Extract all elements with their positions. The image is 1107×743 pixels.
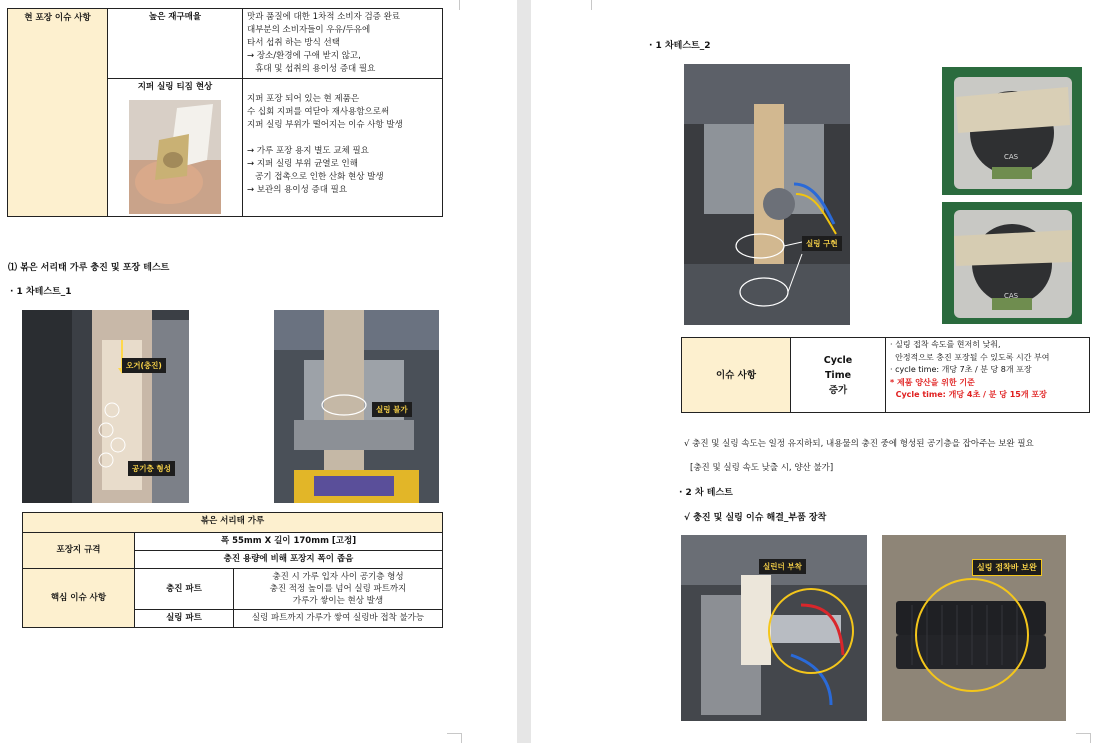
cycle-time-detail: · 실링 접착 속도를 현저히 낮춰, 안정적으로 충진 포장될 수 있도록 시간 부여 · cycle time: 개당 7초 / 분 당 8개 포장 * 제품 양산을 위한 기준 Cycle time: 개당 4초 / 분 당 15개 포장 [886, 338, 1090, 413]
current-issue-table [7, 8, 443, 217]
zipper-issue-cell: 지퍼 실링 티짐 현상 [108, 79, 243, 217]
repurchase-detail: 맛과 품질에 대한 1차적 소비자 검증 완료 대부분의 소비자들이 우유/두유에 타서 섭취 하는 방식 선택 → 장소/환경에 구애 받지 않고, 휴대 및 섭취의 용이성 증대 필요 [243, 9, 443, 79]
cycle-time-label: Cycle Time 증가 [791, 338, 886, 413]
core-issue-label: 핵심 이슈 사항 [23, 569, 135, 628]
sealing-bar-photo [882, 535, 1066, 721]
zipper-issue-detail: 지퍼 포장 되어 있는 현 제품은 수 십회 지퍼를 여닫아 재사용함으로써 지퍼 실링 부위가 떨어지는 이슈 사항 발생 → 가루 포장 용지 별도 교체 필요 → 지퍼 실링 부위 균열로 인해 공기 접촉으로 인한 산화 현상 발생 → 보관의 용이성 증대 필요 [243, 79, 443, 217]
test1-heading: · 1 차테스트_1 [10, 287, 72, 297]
test2-heading: · 1 차테스트_2 [649, 41, 711, 51]
seal-part-detail: 실링 파트까지 가루가 쌓여 실링바 접착 불가능 [234, 610, 443, 628]
fill-part-label: 충진 파트 [135, 569, 234, 610]
scale-weighing-photo-top [942, 67, 1082, 195]
fill-part-detail: 충진 시 가루 입자 사이 공기층 형성 충진 적정 높이를 넘어 실링 파트까지 가루가 쌓이는 현상 발생 [234, 569, 443, 610]
photo-tag: 공기층 형성 [128, 461, 175, 476]
test3-heading: · 2 차 테스트 [679, 488, 733, 498]
powder-spec-table [22, 512, 443, 628]
powder-title: 볶은 서리태 가루 [23, 513, 443, 533]
photo-tag: 실링 구현 [802, 236, 842, 251]
photo-tag: 실링 접착바 보완 [972, 559, 1042, 576]
sealing-machine-photo [684, 64, 850, 325]
cylinder-install-photo [681, 535, 867, 721]
auger-filling-photo [22, 310, 189, 503]
spec-label: 포장지 규격 [23, 533, 135, 569]
photo-tag: 실린더 부착 [759, 559, 806, 574]
sealing-failure-photo [274, 310, 439, 503]
spec-size: 폭 55mm X 길이 170mm [고정] [135, 533, 443, 551]
scale-brand: CAS [1004, 153, 1019, 161]
note-part-install: √ 충진 및 실링 이슈 해결_부품 장착 [684, 513, 827, 523]
scale-weighing-photo-bottom [942, 202, 1082, 324]
issue-label-cell: 현 포장 이슈 사항 [8, 9, 108, 217]
cycle-time-table [681, 337, 1090, 413]
seal-part-label: 실링 파트 [135, 610, 234, 628]
note-maintain-speed: √ 충진 및 실링 속도는 일정 유지하되, 내용물의 충진 중에 형성된 공기층을 잡아주는 보완 필요 [684, 439, 1034, 449]
repurchase-title: 높은 재구매율 [108, 9, 243, 79]
photo-tag: 실링 불가 [372, 402, 412, 417]
section-title: ⑴ 볶은 서리태 가루 충진 및 포장 테스트 [8, 263, 170, 273]
crop-mark [1076, 733, 1091, 743]
document-page-right [531, 0, 1107, 743]
scale-brand: CAS [1004, 292, 1019, 300]
document-page-left [0, 0, 517, 743]
issue-label: 이슈 사항 [682, 338, 791, 413]
note-mass-production: [충진 및 실링 속도 낮출 시, 양산 불가] [690, 463, 834, 473]
crop-mark [445, 0, 460, 10]
spec-note: 충진 용량에 비해 포장지 폭이 좁음 [135, 551, 443, 569]
crop-mark [447, 733, 462, 743]
zipper-pouch-photo [129, 100, 221, 214]
crop-mark [591, 0, 606, 10]
photo-tag: 오거(충진) [122, 358, 166, 373]
